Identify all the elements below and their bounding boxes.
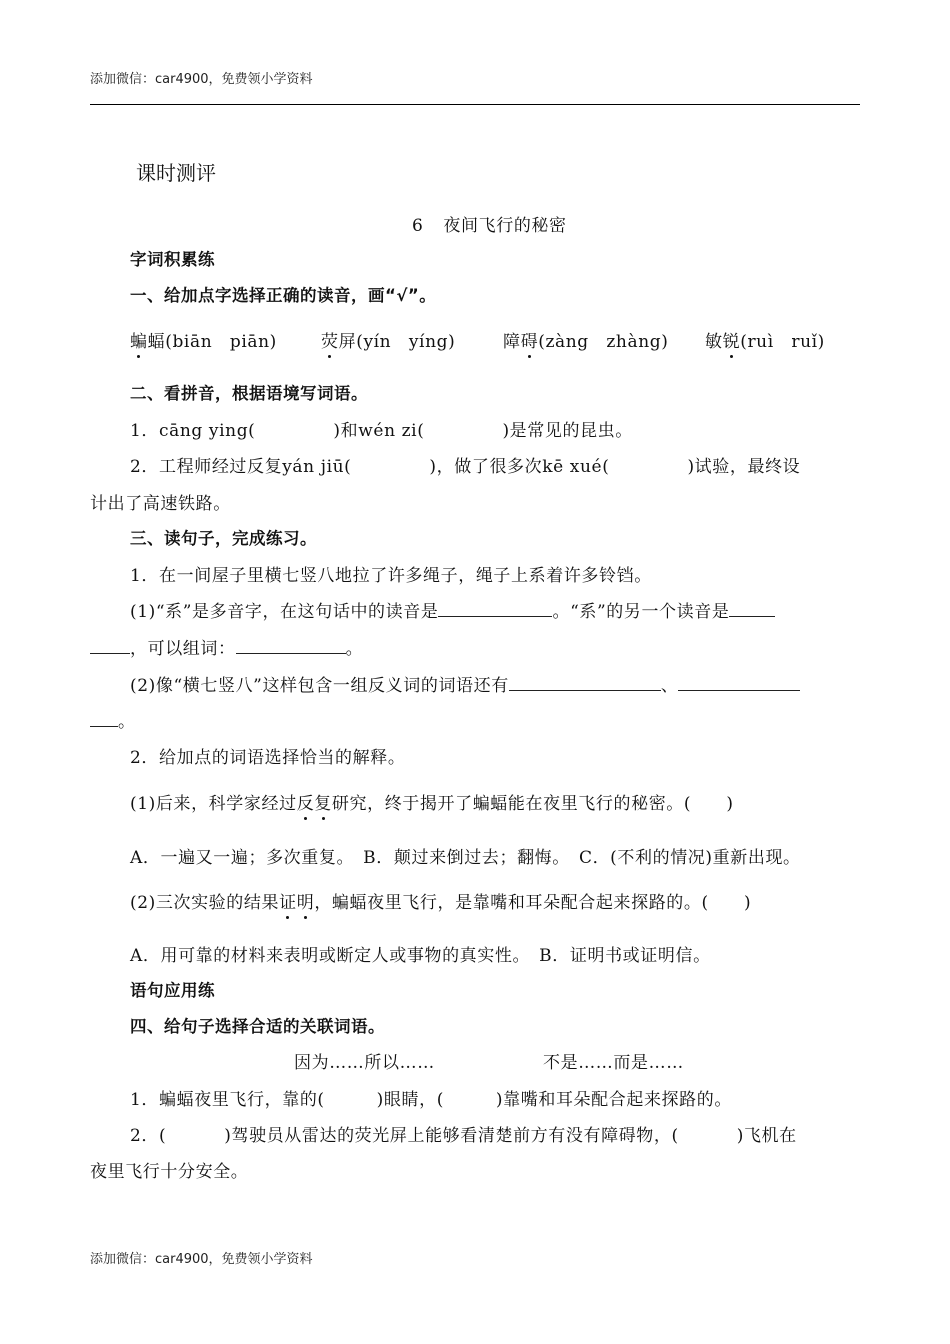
answer-blank[interactable] xyxy=(729,602,775,617)
q1-item-4: 敏锐(ruì ruǐ) xyxy=(705,332,825,352)
q3-item-2-options: A．用可靠的材料来表明或断定人或事物的真实性。 B．证明书或证明信。 xyxy=(130,946,711,966)
lesson-heading xyxy=(412,211,567,236)
q3-item-2: (2)三次实验的结果证明，蝙蝠夜里飞行，是靠嘴和耳朵配合起来探路的。( ) xyxy=(130,893,752,913)
question-2-title: 二、看拼音，根据语境写词语。 xyxy=(130,384,368,403)
lesson-number: 6 xyxy=(412,216,424,236)
q3-part-1-line-1: (1)“系”是多音字，在这句话中的读音是 。“系”的另一个读音是 xyxy=(130,597,775,622)
q2-line-3: 计出了高速铁路。 xyxy=(90,494,231,514)
answer-blank[interactable] xyxy=(678,676,800,691)
dotted-char: 蝙 xyxy=(130,332,148,352)
lesson-title: 夜间飞行的秘密 xyxy=(443,216,567,236)
q3-item-1: (1)后来，科学家经过反复研究，终于揭开了蝙蝠能在夜里飞行的秘密。( ) xyxy=(130,794,734,814)
q2-line-1: 1．cāng ying( )和wén zi( )是常见的昆虫。 xyxy=(130,421,633,441)
q3-part-2-line-2: 。 xyxy=(90,707,136,732)
q3-part-1-line-2: ，可以组词： 。 xyxy=(90,634,363,659)
q3-item-1-options: A．一遍又一遍；多次重复。 B．颠过来倒过去；翻悔。 C．(不利的情况)重新出现。 xyxy=(130,848,801,868)
q4-line-2: 2．( )驾驶员从雷达的荧光屏上能够看清楚前方有没有障碍物，( )飞机在 xyxy=(130,1126,797,1146)
q4-line-1: 1．蝙蝠夜里飞行，靠的( )眼睛，( )靠嘴和耳朵配合起来探路的。 xyxy=(130,1090,732,1110)
page-footer: 添加微信：car4900，免费领小学资料 xyxy=(90,1252,313,1267)
q4-option-2: 不是……而是…… xyxy=(543,1053,684,1073)
q3-sentence-1: 1．在一间屋子里横七竖八地拉了许多绳子，绳子上系着许多铃铛。 xyxy=(130,566,652,586)
answer-blank[interactable] xyxy=(509,676,661,691)
dotted-char: 荧 xyxy=(321,332,339,352)
question-3-title: 三、读句子，完成练习。 xyxy=(130,529,317,548)
page-title: 课时测评 xyxy=(136,161,216,185)
q3-part-2-line-1: (2)像“横七竖八”这样包含一组反义词的词语还有 、 xyxy=(130,671,800,696)
answer-blank[interactable] xyxy=(438,602,552,617)
q1-item-1: 蝙蝠(biān piān) xyxy=(130,332,277,352)
dotted-char: 锐 xyxy=(722,332,741,352)
dotted-char: 复 xyxy=(314,794,332,814)
dotted-char: 证 xyxy=(279,893,297,913)
q4-option-1: 因为……所以…… xyxy=(294,1053,435,1073)
page-header: 添加微信：car4900，免费领小学资料 xyxy=(90,72,313,87)
header-divider xyxy=(90,104,860,105)
section-title-sentences: 语句应用练 xyxy=(130,981,215,1000)
q1-item-3: 障碍(zàng zhàng) xyxy=(503,332,669,352)
answer-blank[interactable] xyxy=(90,639,130,654)
dotted-char: 明 xyxy=(296,893,315,913)
q3-sentence-2: 2．给加点的词语选择恰当的解释。 xyxy=(130,748,406,768)
q1-item-2: 荧屏(yín yíng) xyxy=(321,332,456,352)
dotted-char: 碍 xyxy=(520,332,539,352)
answer-blank[interactable] xyxy=(236,639,346,654)
dotted-char: 反 xyxy=(296,794,315,814)
answer-blank[interactable] xyxy=(90,712,118,727)
question-1-title: 一、给加点字选择正确的读音，画“√”。 xyxy=(130,286,437,305)
section-title-vocabulary: 字词积累练 xyxy=(130,250,215,269)
q4-line-3: 夜里飞行十分安全。 xyxy=(90,1162,249,1182)
q2-line-2: 2．工程师经过反复yán jiū( )，做了很多次kē xué( )试验，最终设 xyxy=(130,457,801,477)
question-4-title: 四、给句子选择合适的关联词语。 xyxy=(130,1017,385,1036)
